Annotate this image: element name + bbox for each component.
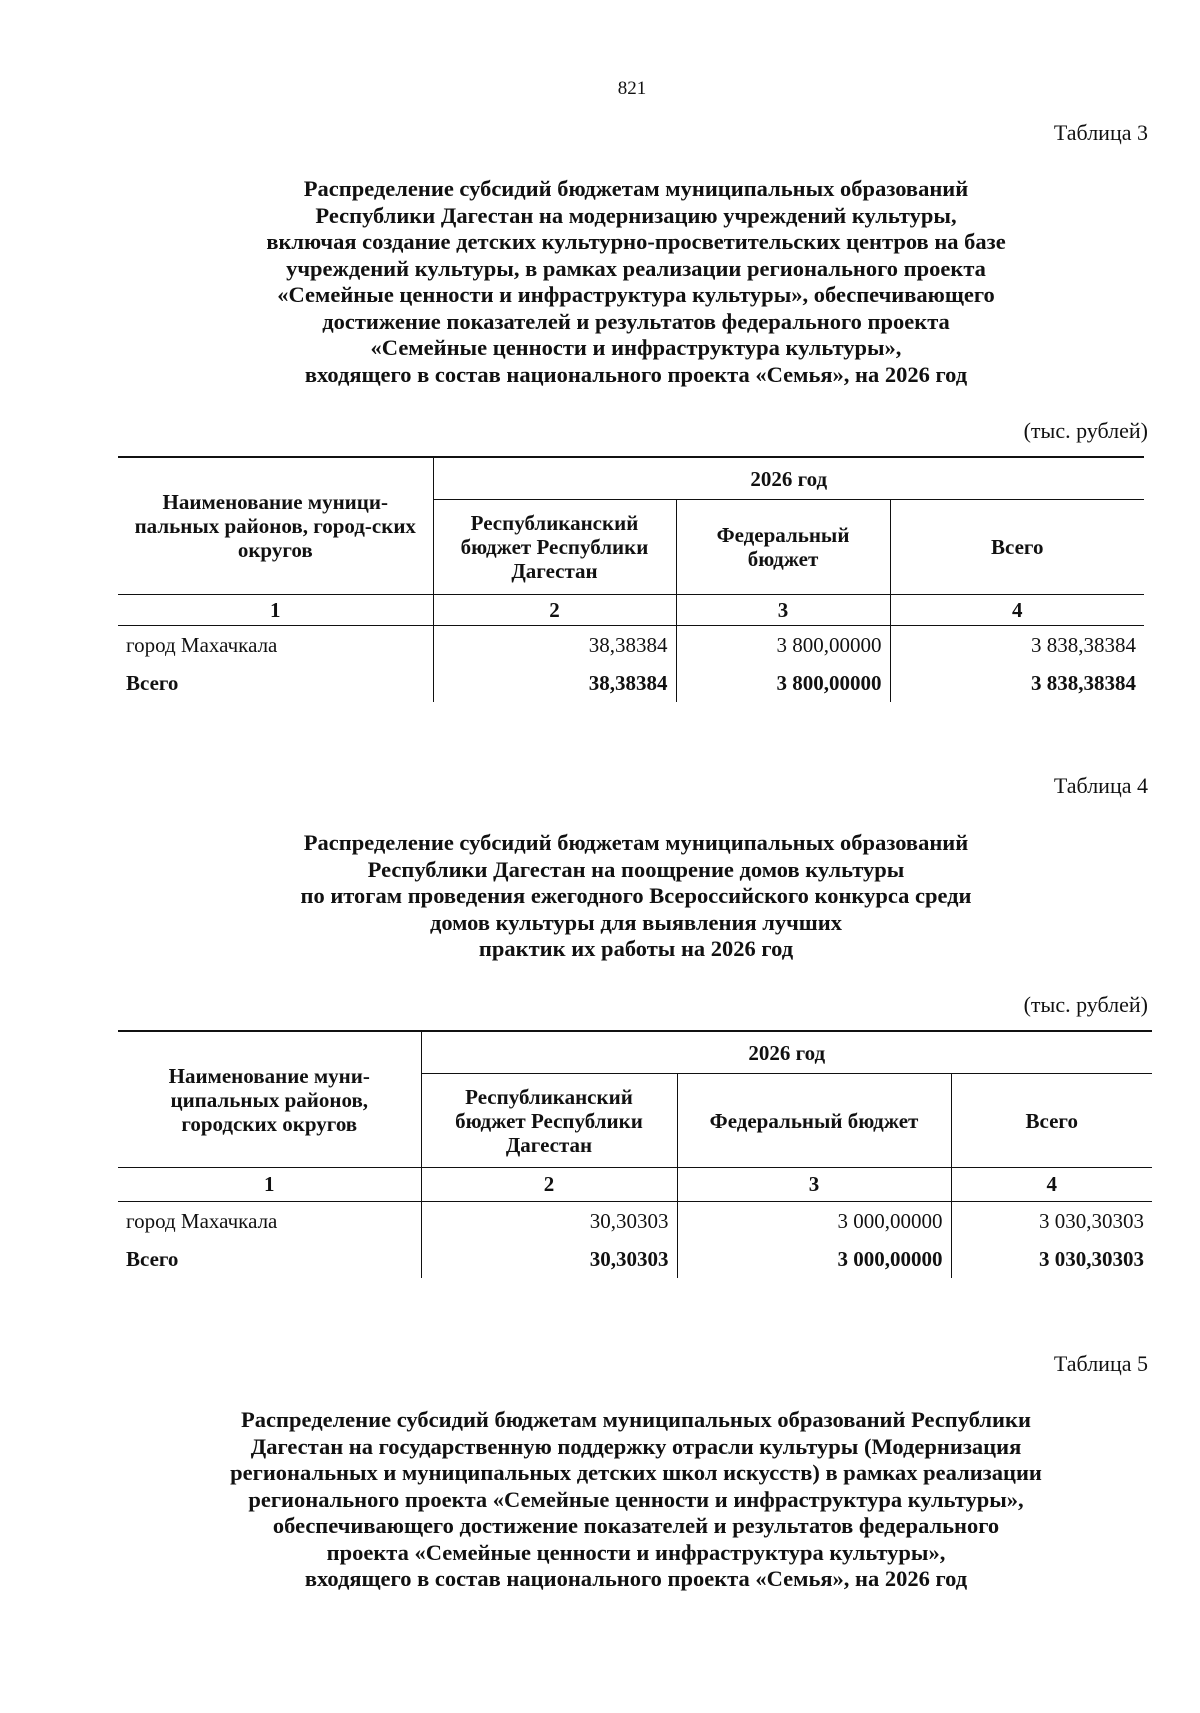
heading-line: по итогам проведения ежегодного Всероссийского конкурса среди	[300, 883, 972, 908]
table-4-label: Таблица 4	[1053, 773, 1148, 798]
row-name: Всего	[118, 1240, 421, 1278]
heading-line: Республики Дагестан на модернизацию учреждений культуры,	[315, 202, 957, 228]
total-value: 3 030,30303	[1039, 1246, 1144, 1271]
heading-line: регионального проекта «Семейные ценности и инфраструктура культуры»,	[248, 1486, 1024, 1512]
heading-line: практик их работы на 2026 год	[478, 936, 794, 961]
federal-value: 3 800,00000	[676, 664, 890, 702]
heading-line: входящего в состав национального проекта «Семья», на 2026 год	[304, 1566, 968, 1591]
column-number: 1	[118, 595, 433, 626]
total-value: 3 838,38384	[1031, 632, 1136, 657]
heading-line: Дагестан на государственную поддержку отрасли культуры (Модернизация	[250, 1433, 1022, 1459]
column-header-total: Всего	[1025, 1108, 1078, 1133]
total-value: 3 030,30303	[1039, 1208, 1144, 1233]
regional-value: 30,30303	[421, 1240, 677, 1278]
column-number: 3	[677, 1168, 951, 1202]
column-number: 3	[676, 595, 890, 626]
table-row	[118, 1202, 1152, 1241]
column-header-name: Наименование муници-пальных районов, город-ских округов	[118, 458, 433, 595]
heading-line: проекта «Семейные ценности и инфраструктура культуры»,	[326, 1539, 946, 1565]
column-header-name: Наименование муни-ципальных районов, городских округов	[118, 1032, 421, 1168]
row-name: Всего	[118, 664, 433, 702]
heading-line: «Семейные ценности и инфраструктура культуры», обеспечивающего	[277, 282, 995, 307]
row-name: город Махачкала	[118, 1202, 421, 1241]
table-3-label: Таблица 3	[1053, 120, 1148, 145]
column-number: 4	[951, 1168, 1152, 1202]
column-header-federal: Федеральный бюджет	[677, 1074, 951, 1168]
table-5-heading	[120, 1407, 1152, 1593]
column-header-total: Всего	[991, 535, 1044, 560]
heading-line: включая создание детских культурно-просветительских центров на базе	[266, 229, 1006, 254]
federal-value: 3 000,00000	[677, 1202, 951, 1241]
heading-line: Распределение субсидий бюджетам муниципальных образований Республики	[241, 1407, 1031, 1432]
column-number: 4	[890, 595, 1144, 626]
federal-value: 3 800,00000	[676, 626, 890, 665]
heading-line: учреждений культуры, в рамках реализации регионального проекта	[286, 255, 986, 281]
table-row-total	[118, 1240, 1152, 1278]
table-4-heading	[120, 830, 1152, 963]
table-row-total	[118, 664, 1144, 702]
regional-value: 38,38384	[433, 626, 676, 665]
heading-line: Распределение субсидий бюджетам муниципальных образований	[303, 830, 969, 855]
regional-value: 38,38384	[433, 664, 676, 702]
table-3-units: (тыс. рублей)	[1023, 418, 1148, 443]
heading-line: достижение показателей и результатов федерального проекта	[322, 308, 950, 334]
column-header-year: 2026 год	[421, 1032, 1152, 1074]
row-name: город Махачкала	[118, 626, 433, 665]
heading-line: Распределение субсидий бюджетам муниципальных образований	[303, 176, 969, 201]
page-number: 821	[617, 78, 647, 99]
table-4	[118, 1030, 1152, 1278]
column-number: 2	[421, 1168, 677, 1202]
heading-line: обеспечивающего достижение показателей и результатов федерального	[272, 1513, 1000, 1538]
regional-value: 30,30303	[421, 1202, 677, 1241]
federal-value: 3 000,00000	[677, 1240, 951, 1278]
column-number: 2	[433, 595, 676, 626]
heading-line: региональных и муниципальных детских школ искусств) в рамках реализации	[230, 1460, 1042, 1485]
column-number: 1	[118, 1168, 421, 1202]
table-4-units: (тыс. рублей)	[1023, 992, 1148, 1017]
column-header-regional: Республиканский бюджет Республики Дагестан	[433, 500, 676, 595]
table-row	[118, 626, 1144, 665]
table-3	[118, 456, 1144, 702]
heading-line: домов культуры для выявления лучших	[429, 909, 843, 935]
column-header-regional: Республиканский бюджет Республики Дагестан	[421, 1074, 677, 1168]
table-3-heading	[120, 176, 1152, 388]
table-5-label: Таблица 5	[1053, 1351, 1148, 1376]
column-header-year: 2026 год	[433, 458, 1144, 500]
heading-line: входящего в состав национального проекта «Семья», на 2026 год	[304, 361, 968, 387]
total-value: 3 838,38384	[1031, 670, 1136, 695]
column-header-federal: Федеральный бюджет	[676, 500, 890, 595]
heading-line: Республики Дагестан на поощрение домов культуры	[367, 856, 905, 882]
heading-line: «Семейные ценности и инфраструктура культуры»,	[370, 335, 902, 360]
